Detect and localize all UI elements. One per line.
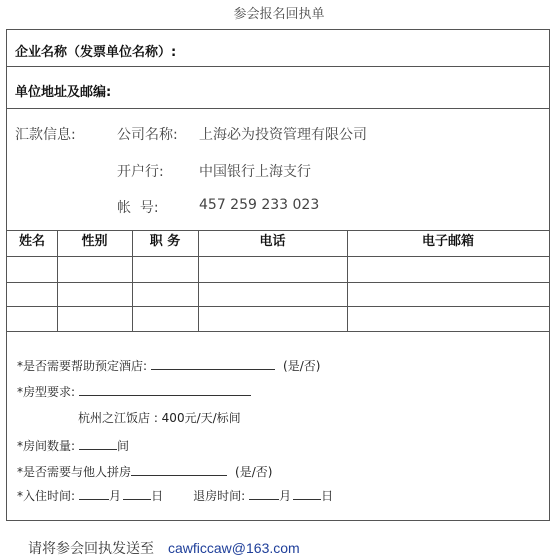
account-name-value: 上海必为投资管理有限公司	[199, 127, 367, 143]
hotel-booking-blank[interactable]	[151, 356, 275, 370]
header-email: 电子邮箱	[421, 234, 474, 249]
account-name-label: 公司名称:	[117, 127, 178, 143]
checkin-label: *入住时间:	[17, 489, 76, 503]
room-share-options: (是/否)	[235, 465, 273, 479]
header-phone: 电话	[259, 234, 286, 249]
remit-label: 汇款信息:	[15, 127, 76, 143]
account-number-value: 457 259 233 023	[199, 197, 320, 213]
form-title: 参会报名回执单	[233, 7, 325, 22]
room-share-question	[17, 462, 272, 480]
room-count-blank[interactable]	[79, 436, 117, 450]
checkin-day-unit: 日	[151, 489, 164, 503]
table-row[interactable]	[7, 257, 549, 281]
checkout-day-blank[interactable]	[293, 486, 321, 500]
checkin-month-unit: 月	[109, 489, 122, 503]
footer-instruction	[28, 538, 300, 558]
account-number-label: 帐 号:	[117, 200, 159, 216]
hotel-booking-label: *是否需要帮助预定酒店:	[17, 359, 148, 373]
footer-text: 请将参会回执发送至	[28, 541, 154, 557]
room-unit: 间	[117, 439, 130, 453]
header-position: 职 务	[149, 234, 181, 249]
header-gender: 性别	[81, 234, 108, 249]
bank-label: 开户行:	[117, 164, 164, 180]
room-share-label: *是否需要与他人拼房	[17, 465, 132, 479]
header-name: 姓名	[18, 234, 45, 249]
room-count-label: *房间数量:	[17, 439, 76, 453]
checkin-month-blank[interactable]	[79, 486, 109, 500]
hotel-booking-options: (是/否)	[283, 359, 321, 373]
checkout-month-unit: 月	[279, 489, 292, 503]
bank-value: 中国银行上海支行	[199, 164, 311, 180]
table-row[interactable]	[7, 307, 549, 330]
checkout-day-unit: 日	[321, 489, 334, 503]
table-row[interactable]	[7, 283, 549, 305]
hotel-booking-question	[17, 356, 320, 374]
room-share-blank[interactable]	[131, 462, 227, 476]
registration-form	[6, 29, 550, 521]
contact-email-link[interactable]: cawficcaw@163.com	[168, 540, 300, 556]
stay-dates	[17, 486, 333, 504]
divider	[7, 108, 549, 109]
room-type-label: *房型要求:	[17, 385, 76, 399]
hotel-info: 杭州之江饭店 : 400元/天/标间	[78, 411, 241, 425]
divider	[7, 66, 549, 67]
room-type-question	[17, 382, 251, 400]
address-label: 单位地址及邮编:	[15, 85, 112, 100]
room-type-blank[interactable]	[79, 382, 251, 396]
checkout-label: 退房时间:	[193, 489, 246, 503]
checkin-day-blank[interactable]	[123, 486, 151, 500]
company-name-label: 企业名称（发票单位名称）:	[15, 45, 177, 60]
divider	[7, 331, 549, 332]
checkout-month-blank[interactable]	[249, 486, 279, 500]
room-count-question	[17, 436, 129, 454]
